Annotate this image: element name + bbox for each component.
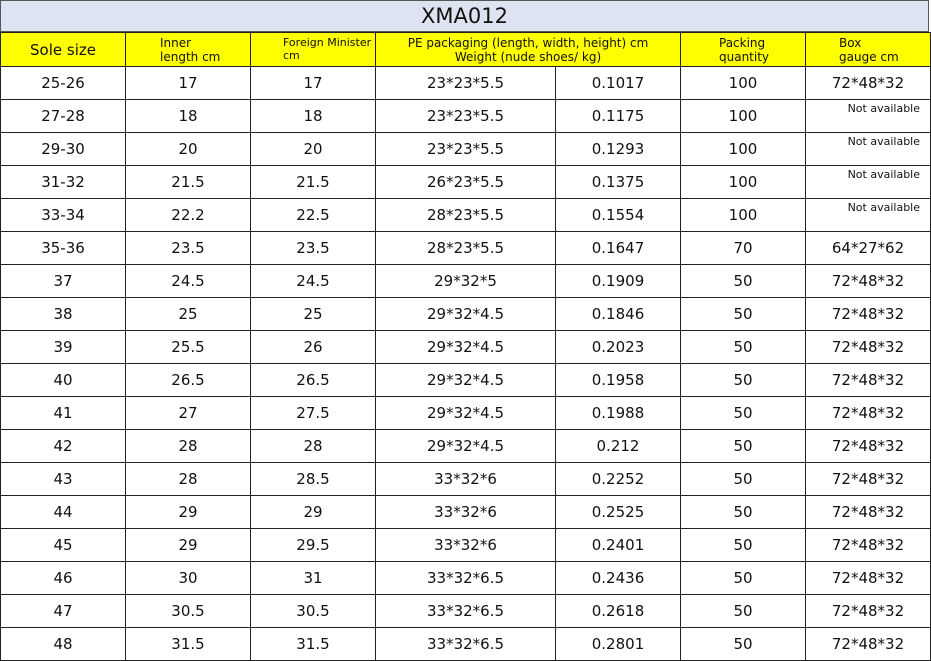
cell-pe-packaging: 29*32*5 xyxy=(376,265,556,298)
cell-pe-packaging: 29*32*4.5 xyxy=(376,364,556,397)
cell-sole-size: 33-34 xyxy=(1,199,126,232)
cell-packing-quantity: 50 xyxy=(681,430,806,463)
cell-pe-packaging: 29*32*4.5 xyxy=(376,298,556,331)
cell-weight: 0.1647 xyxy=(556,232,681,265)
cell-pe-packaging: 33*32*6 xyxy=(376,463,556,496)
cell-sole-size: 48 xyxy=(1,628,126,661)
cell-pe-packaging: 26*23*5.5 xyxy=(376,166,556,199)
cell-packing-quantity: 100 xyxy=(681,100,806,133)
cell-sole-size: 31-32 xyxy=(1,166,126,199)
cell-sole-size: 38 xyxy=(1,298,126,331)
cell-weight: 0.2436 xyxy=(556,562,681,595)
cell-inner-length: 21.5 xyxy=(126,166,251,199)
cell-weight: 0.1988 xyxy=(556,397,681,430)
cell-pe-packaging: 29*32*4.5 xyxy=(376,430,556,463)
cell-packing-quantity: 50 xyxy=(681,529,806,562)
cell-pe-packaging: 33*32*6.5 xyxy=(376,595,556,628)
cell-weight: 0.2023 xyxy=(556,331,681,364)
table-row xyxy=(1,199,931,232)
cell-box-gauge: 72*48*32 xyxy=(806,331,931,364)
cell-packing-quantity: 50 xyxy=(681,298,806,331)
table-row xyxy=(1,628,931,661)
header-inner-line2: length cm xyxy=(160,49,221,64)
cell-box-gauge: 72*48*32 xyxy=(806,628,931,661)
cell-foreign-minister: 28 xyxy=(251,430,376,463)
cell-packing-quantity: 50 xyxy=(681,628,806,661)
cell-box-gauge: 72*48*32 xyxy=(806,562,931,595)
cell-foreign-minister: 21.5 xyxy=(251,166,376,199)
cell-packing-quantity: 50 xyxy=(681,397,806,430)
cell-weight: 0.2252 xyxy=(556,463,681,496)
cell-foreign-minister: 29.5 xyxy=(251,529,376,562)
table-row xyxy=(1,133,931,166)
cell-packing-quantity: 50 xyxy=(681,364,806,397)
cell-weight: 0.1554 xyxy=(556,199,681,232)
cell-weight: 0.1293 xyxy=(556,133,681,166)
cell-box-gauge: 72*48*32 xyxy=(806,67,931,100)
cell-inner-length: 20 xyxy=(126,133,251,166)
cell-pe-packaging: 23*23*5.5 xyxy=(376,67,556,100)
cell-box-gauge: 72*48*32 xyxy=(806,397,931,430)
table-row xyxy=(1,100,931,133)
cell-packing-quantity: 50 xyxy=(681,331,806,364)
cell-foreign-minister: 23.5 xyxy=(251,232,376,265)
cell-inner-length: 29 xyxy=(126,529,251,562)
cell-inner-length: 30.5 xyxy=(126,595,251,628)
cell-inner-length: 31.5 xyxy=(126,628,251,661)
cell-foreign-minister: 27.5 xyxy=(251,397,376,430)
cell-pe-packaging: 23*23*5.5 xyxy=(376,133,556,166)
cell-packing-quantity: 50 xyxy=(681,496,806,529)
table-body xyxy=(1,67,931,661)
header-inner-line1: Inner xyxy=(160,35,192,50)
cell-sole-size: 37 xyxy=(1,265,126,298)
cell-pe-packaging: 33*32*6.5 xyxy=(376,562,556,595)
table-row xyxy=(1,331,931,364)
header-packing-line2: quantity xyxy=(719,49,770,64)
cell-packing-quantity: 50 xyxy=(681,463,806,496)
cell-sole-size: 27-28 xyxy=(1,100,126,133)
cell-pe-packaging: 29*32*4.5 xyxy=(376,397,556,430)
cell-inner-length: 27 xyxy=(126,397,251,430)
cell-box-gauge: 72*48*32 xyxy=(806,595,931,628)
cell-foreign-minister: 17 xyxy=(251,67,376,100)
table-row xyxy=(1,562,931,595)
cell-box-gauge: 72*48*32 xyxy=(806,364,931,397)
cell-packing-quantity: 100 xyxy=(681,166,806,199)
cell-inner-length: 24.5 xyxy=(126,265,251,298)
cell-foreign-minister: 26 xyxy=(251,331,376,364)
header-packing-line1: Packing xyxy=(719,35,766,50)
cell-foreign-minister: 30.5 xyxy=(251,595,376,628)
cell-sole-size: 42 xyxy=(1,430,126,463)
cell-pe-packaging: 33*32*6 xyxy=(376,496,556,529)
cell-box-gauge: 72*48*32 xyxy=(806,529,931,562)
cell-inner-length: 25.5 xyxy=(126,331,251,364)
cell-sole-size: 46 xyxy=(1,562,126,595)
table-row xyxy=(1,595,931,628)
cell-packing-quantity: 100 xyxy=(681,133,806,166)
cell-inner-length: 30 xyxy=(126,562,251,595)
cell-box-gauge: 72*48*32 xyxy=(806,463,931,496)
cell-weight: 0.1958 xyxy=(556,364,681,397)
cell-weight: 0.2618 xyxy=(556,595,681,628)
table-row xyxy=(1,463,931,496)
cell-packing-quantity: 100 xyxy=(681,67,806,100)
cell-pe-packaging: 28*23*5.5 xyxy=(376,199,556,232)
cell-inner-length: 18 xyxy=(126,100,251,133)
cell-packing-quantity: 50 xyxy=(681,595,806,628)
sheet-title: XMA012 xyxy=(0,0,929,32)
cell-weight: 0.1375 xyxy=(556,166,681,199)
cell-foreign-minister: 28.5 xyxy=(251,463,376,496)
cell-weight: 0.212 xyxy=(556,430,681,463)
cell-weight: 0.1909 xyxy=(556,265,681,298)
cell-sole-size: 43 xyxy=(1,463,126,496)
cell-weight: 0.2525 xyxy=(556,496,681,529)
table-row xyxy=(1,232,931,265)
cell-foreign-minister: 31.5 xyxy=(251,628,376,661)
cell-foreign-minister: 20 xyxy=(251,133,376,166)
table-row xyxy=(1,166,931,199)
cell-pe-packaging: 33*32*6.5 xyxy=(376,628,556,661)
cell-weight: 0.2401 xyxy=(556,529,681,562)
cell-box-gauge: Not available xyxy=(806,133,931,166)
cell-pe-packaging: 23*23*5.5 xyxy=(376,100,556,133)
cell-pe-packaging: 33*32*6 xyxy=(376,529,556,562)
cell-pe-packaging: 28*23*5.5 xyxy=(376,232,556,265)
header-packing-quantity xyxy=(681,33,806,67)
cell-box-gauge: 72*48*32 xyxy=(806,298,931,331)
table-row xyxy=(1,529,931,562)
cell-foreign-minister: 29 xyxy=(251,496,376,529)
cell-box-gauge: Not available xyxy=(806,100,931,133)
cell-foreign-minister: 31 xyxy=(251,562,376,595)
header-foreign-minister: Foreign Minister cm xyxy=(251,33,376,67)
cell-foreign-minister: 25 xyxy=(251,298,376,331)
table-row xyxy=(1,364,931,397)
cell-box-gauge: 64*27*62 xyxy=(806,232,931,265)
table-row xyxy=(1,67,931,100)
cell-weight: 0.1846 xyxy=(556,298,681,331)
cell-packing-quantity: 70 xyxy=(681,232,806,265)
cell-sole-size: 29-30 xyxy=(1,133,126,166)
cell-sole-size: 41 xyxy=(1,397,126,430)
header-inner-length xyxy=(126,33,251,67)
cell-foreign-minister: 26.5 xyxy=(251,364,376,397)
cell-sole-size: 44 xyxy=(1,496,126,529)
header-pe-line1: PE packaging (length, width, height) cm xyxy=(407,35,649,50)
cell-inner-length: 28 xyxy=(126,430,251,463)
cell-inner-length: 26.5 xyxy=(126,364,251,397)
header-box-gauge xyxy=(806,33,931,67)
table-row xyxy=(1,430,931,463)
table-row xyxy=(1,265,931,298)
cell-weight: 0.1017 xyxy=(556,67,681,100)
table-row xyxy=(1,496,931,529)
cell-inner-length: 25 xyxy=(126,298,251,331)
table-row xyxy=(1,397,931,430)
cell-inner-length: 29 xyxy=(126,496,251,529)
cell-weight: 0.2801 xyxy=(556,628,681,661)
cell-foreign-minister: 22.5 xyxy=(251,199,376,232)
table-row xyxy=(1,298,931,331)
cell-box-gauge: 72*48*32 xyxy=(806,265,931,298)
cell-sole-size: 40 xyxy=(1,364,126,397)
cell-box-gauge: Not available xyxy=(806,166,931,199)
size-table xyxy=(0,32,931,661)
cell-inner-length: 22.2 xyxy=(126,199,251,232)
cell-sole-size: 25-26 xyxy=(1,67,126,100)
cell-foreign-minister: 18 xyxy=(251,100,376,133)
cell-pe-packaging: 29*32*4.5 xyxy=(376,331,556,364)
cell-inner-length: 17 xyxy=(126,67,251,100)
header-box-line1: Box xyxy=(839,35,862,50)
cell-sole-size: 39 xyxy=(1,331,126,364)
cell-box-gauge: Not available xyxy=(806,199,931,232)
cell-packing-quantity: 100 xyxy=(681,199,806,232)
cell-sole-size: 45 xyxy=(1,529,126,562)
cell-sole-size: 35-36 xyxy=(1,232,126,265)
cell-foreign-minister: 24.5 xyxy=(251,265,376,298)
cell-packing-quantity: 50 xyxy=(681,265,806,298)
cell-weight: 0.1175 xyxy=(556,100,681,133)
header-sole-size: Sole size xyxy=(1,33,126,67)
cell-inner-length: 28 xyxy=(126,463,251,496)
header-box-line2: gauge cm xyxy=(839,49,899,64)
cell-inner-length: 23.5 xyxy=(126,232,251,265)
header-row xyxy=(1,33,931,67)
cell-packing-quantity: 50 xyxy=(681,562,806,595)
header-pe-packaging xyxy=(376,33,681,67)
header-pe-line2: Weight (nude shoes/ kg) xyxy=(454,49,602,64)
cell-box-gauge: 72*48*32 xyxy=(806,496,931,529)
cell-sole-size: 47 xyxy=(1,595,126,628)
cell-box-gauge: 72*48*32 xyxy=(806,430,931,463)
